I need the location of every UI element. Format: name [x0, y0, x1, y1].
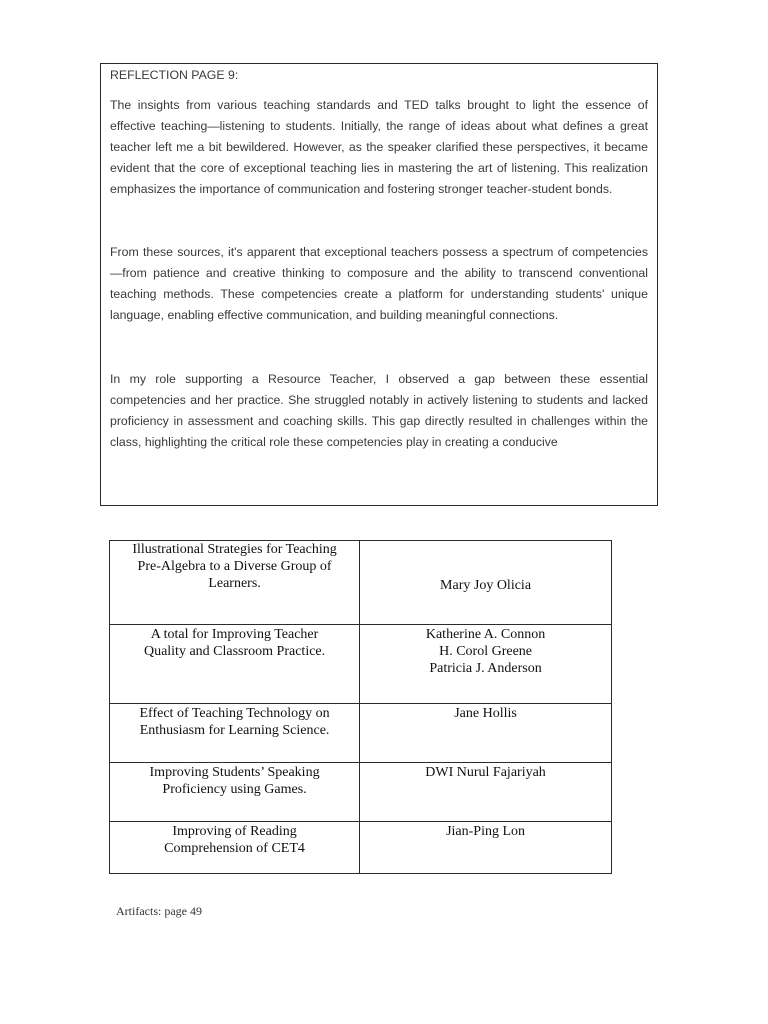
table-row	[110, 822, 612, 874]
artifact-author-line: Mary Joy Olicia	[440, 578, 532, 593]
table-row	[110, 763, 612, 822]
artifact-title-cell	[110, 822, 360, 874]
artifact-title-line: Effect of Teaching Technology on	[139, 706, 330, 721]
artifact-author-line: Jane Hollis	[454, 706, 517, 721]
artifact-title-cell	[110, 541, 360, 625]
artifact-title-cell	[110, 704, 360, 763]
artifact-title-line: Quality and Classroom Practice.	[143, 644, 326, 659]
artifact-author-line: Katherine A. Connon	[425, 627, 546, 642]
artifact-author-line: DWI Nurul Fajariyah	[425, 765, 546, 780]
table-row	[110, 704, 612, 763]
artifact-author-cell	[360, 763, 612, 822]
artifact-author-cell	[360, 625, 612, 704]
artifact-author-cell	[360, 704, 612, 763]
artifact-title-line: Comprehension of CET4	[164, 841, 305, 856]
reflection-box	[100, 63, 658, 506]
artifact-author-line: Jian-Ping Lon	[446, 824, 526, 839]
table-row	[110, 625, 612, 704]
artifact-title-line: Pre-Algebra to a Diverse Group of	[137, 559, 332, 574]
artifact-title-line: A total for Improving Teacher	[150, 627, 319, 642]
artifact-title-line: Proficiency using Games.	[162, 782, 307, 797]
artifact-author-cell	[360, 541, 612, 625]
artifacts-table	[109, 540, 612, 874]
reflection-paragraph: From these sources, it's apparent that exceptional teachers possess a spectrum of competencies—from patience and creative thinking to composure and the ability to transcend conventional teaching methods. These competencies create a platform for understanding students' unique language, enabling effective communication, and building meaningful connections.	[110, 245, 648, 322]
reflection-paragraph: In my role supporting a Resource Teacher, I observed a gap between these essential competencies and her practice. She struggled notably in actively listening to students and lacked proficiency in assessment and coaching skills. This gap directly resulted in challenges within the class, highlighting the critical role these competencies play in creating a conducive	[110, 372, 648, 449]
reflection-heading: REFLECTION PAGE 9:	[110, 68, 239, 82]
artifact-title-line: Improving Students’ Speaking	[149, 765, 320, 780]
artifacts-page-note: Artifacts: page 49	[116, 904, 202, 918]
reflection-paragraph: The insights from various teaching standards and TED talks brought to light the essence of effective teaching—listening to students. Initially, the range of ideas about what defines a great teacher left me a bit bewildered. However, as the speaker clarified these perspectives, it became evident that the core of exceptional teaching lies in mastering the art of listening. This realization emphasizes the importance of communication and fostering stronger teacher-student bonds.	[110, 98, 648, 196]
artifact-title-cell	[110, 625, 360, 704]
artifact-author-line: H. Corol Greene	[439, 644, 532, 659]
artifact-author-cell	[360, 822, 612, 874]
artifact-title-line: Enthusiasm for Learning Science.	[139, 723, 330, 738]
artifact-author-line: Patricia J. Anderson	[429, 661, 542, 676]
artifact-title-line: Illustrational Strategies for Teaching	[132, 542, 337, 557]
table-row	[110, 541, 612, 625]
artifact-title-line: Learners.	[208, 576, 261, 591]
artifact-title-cell	[110, 763, 360, 822]
artifact-title-line: Improving of Reading	[172, 824, 297, 839]
